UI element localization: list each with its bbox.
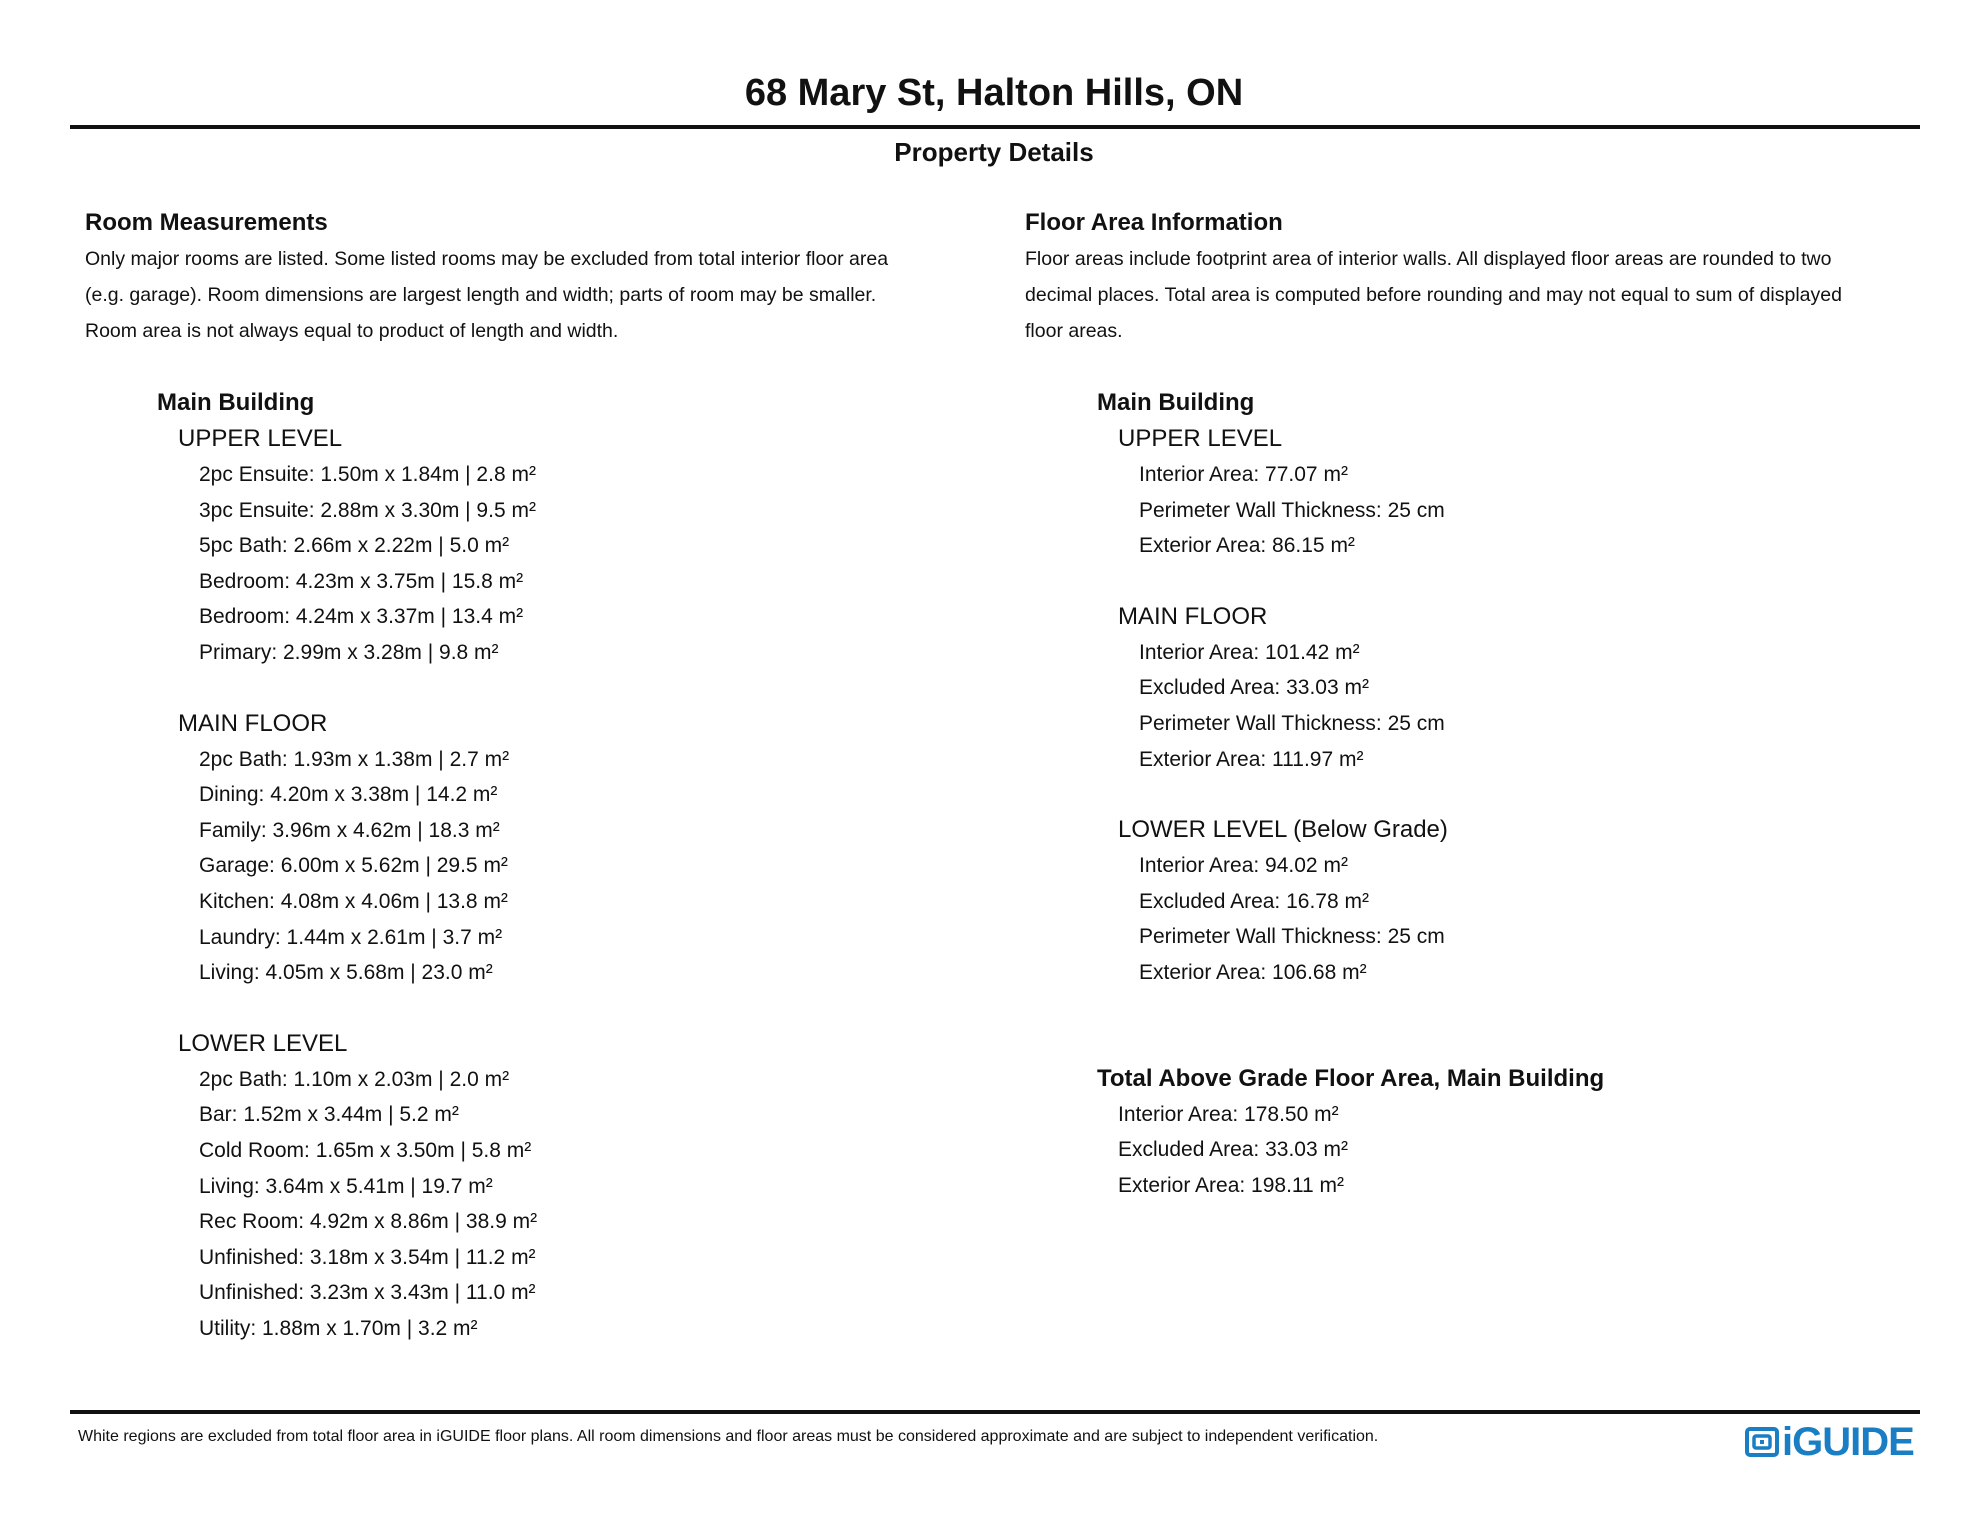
intro-line: Floor areas include footprint area of interior walls. All displayed floor areas are rounded to two (1025, 248, 1832, 270)
iguide-logo (1745, 1418, 1914, 1466)
room-item: Living: 4.05m x 5.68m | 23.0 m² (199, 961, 493, 985)
floor-area-item: Exterior Area: 111.97 m² (1139, 747, 1364, 771)
floor-area-item: Excluded Area: 16.78 m² (1139, 889, 1369, 913)
iguide-logo-text: iGUIDE (1782, 1420, 1914, 1464)
floor-area-list-upper-level (1025, 457, 1935, 564)
floor-area-item: Perimeter Wall Thickness: 25 cm (1139, 498, 1445, 522)
floor-area-item: Exterior Area: 106.68 m² (1139, 960, 1367, 984)
room-item: Garage: 6.00m x 5.62m | 29.5 m² (199, 854, 508, 878)
floor-level-heading: MAIN FLOOR (1118, 602, 1268, 630)
floor-level-heading: LOWER LEVEL (Below Grade) (1118, 816, 1448, 844)
floor-area-item: Interior Area: 101.42 m² (1139, 640, 1360, 664)
iguide-logo-icon (1745, 1425, 1779, 1459)
footer-divider (70, 1410, 1920, 1414)
intro-line: (e.g. garage). Room dimensions are largest length and width; parts of room may be smaller. (85, 284, 877, 306)
room-item: Unfinished: 3.18m x 3.54m | 11.2 m² (199, 1245, 536, 1269)
floor-area-list-lower-level (1025, 848, 1935, 990)
floor-area-item: Exterior Area: 86.15 m² (1139, 534, 1355, 558)
floor-area-item: Perimeter Wall Thickness: 25 cm (1139, 711, 1445, 735)
room-level-heading: MAIN FLOOR (178, 709, 328, 737)
room-item: Living: 3.64m x 5.41m | 19.7 m² (199, 1174, 493, 1198)
total-floor-area-item: Excluded Area: 33.03 m² (1118, 1138, 1348, 1162)
intro-line: floor areas. (1025, 320, 1123, 342)
room-item: Bedroom: 4.24m x 3.37m | 13.4 m² (199, 605, 524, 629)
room-item: Cold Room: 1.65m x 3.50m | 5.8 m² (199, 1138, 532, 1162)
room-measurements-section (85, 205, 995, 1346)
room-item: Family: 3.96m x 4.62m | 18.3 m² (199, 818, 500, 842)
floor-area-heading: Floor Area Information (1025, 209, 1283, 236)
footer-disclaimer: White regions are excluded from total floor area in iGUIDE floor plans. All room dimensions and floor areas must be considered approximate and are subject to independent verification. (78, 1428, 1379, 1445)
room-item: Unfinished: 3.23m x 3.43m | 11.0 m² (199, 1281, 536, 1305)
room-level-heading: UPPER LEVEL (178, 425, 343, 452)
floor-area-building-heading: Main Building (1097, 389, 1255, 416)
floor-area-section (1025, 205, 1935, 1203)
room-item: 2pc Ensuite: 1.50m x 1.84m | 2.8 m² (199, 463, 536, 486)
floor-area-list-main-floor (1025, 635, 1935, 777)
room-item: Kitchen: 4.08m x 4.06m | 13.8 m² (199, 889, 508, 913)
intro-line: decimal places. Total area is computed before rounding and may not equal to sum of displayed (1025, 284, 1842, 306)
floor-level-heading: UPPER LEVEL (1118, 425, 1283, 452)
intro-line: Only major rooms are listed. Some listed rooms may be excluded from total interior floor area (85, 248, 889, 270)
room-measurements-intro (85, 241, 990, 349)
floor-area-intro (1025, 241, 1930, 349)
page-subtitle: Property Details (894, 137, 1094, 167)
room-item: Primary: 2.99m x 3.28m | 9.8 m² (199, 640, 499, 664)
total-floor-area-heading: Total Above Grade Floor Area, Main Building (1097, 1064, 1605, 1092)
room-item: 2pc Bath: 1.10m x 2.03m | 2.0 m² (199, 1067, 510, 1091)
floor-area-item: Interior Area: 94.02 m² (1139, 854, 1348, 878)
room-measurements-heading: Room Measurements (85, 209, 328, 236)
room-list-lower-level (85, 1062, 995, 1347)
floor-area-item: Perimeter Wall Thickness: 25 cm (1139, 925, 1445, 949)
title-divider (70, 125, 1920, 129)
intro-line: Room area is not always equal to product of length and width. (85, 320, 619, 342)
room-item: Rec Room: 4.92m x 8.86m | 38.9 m² (199, 1210, 538, 1234)
room-list-main-floor (85, 742, 995, 991)
room-item: Dining: 4.20m x 3.38m | 14.2 m² (199, 783, 498, 807)
room-item: Utility: 1.88m x 1.70m | 3.2 m² (199, 1316, 478, 1340)
room-item: Laundry: 1.44m x 2.61m | 3.7 m² (199, 925, 503, 949)
room-item: 2pc Bath: 1.93m x 1.38m | 2.7 m² (199, 747, 510, 771)
room-level-heading: LOWER LEVEL (178, 1029, 348, 1057)
page-title: 68 Mary St, Halton Hills, ON (744, 72, 1244, 114)
floor-area-item: Interior Area: 77.07 m² (1139, 463, 1348, 486)
room-item: Bedroom: 4.23m x 3.75m | 15.8 m² (199, 569, 524, 593)
total-floor-area-list (1025, 1097, 1935, 1204)
room-item: 5pc Bath: 2.66m x 2.22m | 5.0 m² (199, 534, 510, 558)
floor-area-item: Excluded Area: 33.03 m² (1139, 676, 1369, 700)
room-item: 3pc Ensuite: 2.88m x 3.30m | 9.5 m² (199, 498, 536, 522)
total-floor-area-item: Exterior Area: 198.11 m² (1118, 1173, 1345, 1197)
room-item: Bar: 1.52m x 3.44m | 5.2 m² (199, 1103, 459, 1127)
total-floor-area-item: Interior Area: 178.50 m² (1118, 1102, 1339, 1126)
room-list-upper-level (85, 457, 995, 671)
room-building-heading: Main Building (157, 389, 315, 416)
